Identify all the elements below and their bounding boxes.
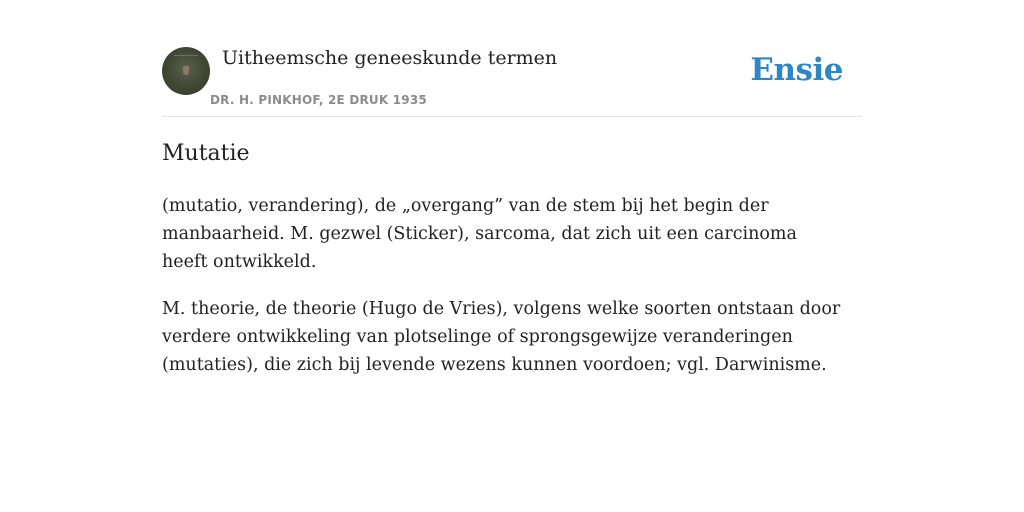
book-meta: DR. H. PINKHOF, 2E DRUK 1935: [210, 93, 427, 107]
article-paragraph: M. theorie, de theorie (Hugo de Vries), volgens welke soorten ontstaan door verdere ontwikkeling van plotselinge of sprongsgewijze veranderingen (mutaties), die zich bij levende wezens kunnen voordoen; vgl. Darwinisme.: [162, 299, 841, 375]
article-title: Mutatie: [162, 141, 250, 166]
article: [162, 138, 842, 379]
article-paragraph: (mutatio, verandering), de „overgang” van de stem bij het begin der manbaarheid. M. gezwel (Sticker), sarcoma, dat zich uit een carcinoma heeft ontwikkeld.: [162, 196, 797, 272]
cover-emblem: [183, 66, 189, 75]
book-title[interactable]: Uitheemsche geneeskunde termen: [222, 47, 558, 69]
header: [162, 46, 862, 117]
book-cover-icon[interactable]: [162, 47, 210, 95]
cover-stripe: [174, 55, 198, 56]
ensie-logo-link[interactable]: Ensie: [750, 52, 843, 88]
